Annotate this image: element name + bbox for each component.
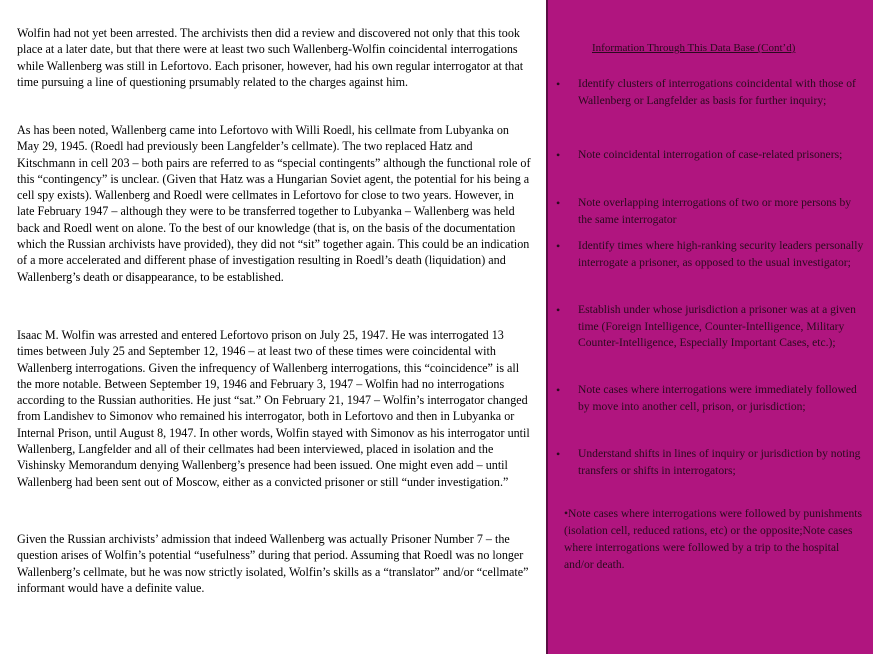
bullet-icon: • [556,383,561,397]
bullet-icon: • [556,239,561,253]
paragraph-prisoner-number-7: Given the Russian archivists’ admission that indeed Wallenberg was actually Prisoner Number 7 – the question arises of Wolfin’s potential “usefulness” during that period. Assuming that Roedl was no longer Wallenberg’s cellmate, but he was now strictly isolated, Wolfin’s skills as a “translator” and/or “cellmate” informant would have a definite value. [17,532,529,595]
bullet-icon: • [556,148,561,162]
bullet-text: Note overlapping interrogations of two or more persons by the same interrogator [578,196,852,226]
bullet-item [556,195,868,228]
paragraph-isaac-wolfin: Isaac M. Wolfin was arrested and entered Lefortovo prison on July 25, 1947. He was interrogated 13 times between July 25 and September 12, 1946 – at least two of these times were coincidental with Wallenberg interrogations. Given the infrequency of Wallenberg interrogations, this “coincidence” is all the more notable. Between September 19, 1946 and February 3, 1947 – Wolfin had no interrogations according to the Russian authorities. He just “sat.” On February 21, 1947 – Wolfin’s interrogator changed from Landishev to Simonov who remained his interrogator, both in Lefortovo and then in Lubyanka or Internal Prison, until August 8, 1947. In other words, Wolfin stayed with Simonov as his interrogator until Wallenberg, Langfelder and all of their cellmates had been interviewed, placed in isolation and the Vishinsky Memorandum denying Wallenberg’s presence had been issued. One might even add – until Wallenberg had been sent out of Moscow, either as a convicted prisoner or still “under investigation.” [17,328,530,489]
panel-note: •Note cases where interrogations were followed by punishments (isolation cell, reduced rations, etc) or the opposite;Note cases where interrogations were followed by a trip to the hospital and/or death. [564,507,863,571]
bullet-item [556,302,868,352]
bullet-text: Understand shifts in lines of inquiry or jurisdiction by noting transfers or shifts in interrogators; [578,447,861,477]
bullet-text: Note cases where interrogations were immediately followed by move into another cell, prison, or jurisdiction; [578,383,857,413]
bullet-icon: • [556,303,561,317]
panel-title: Information Through This Data Base (Cont’d) [592,42,796,54]
bullet-item [556,147,868,164]
paragraph-wolfin-arrest: Wolfin had not yet been arrested. The archivists then did a review and discovered not only that this took place at a later date, but that there were at least two such Wallenberg-Wolfin coincidental interrogations while Wallenberg was still in Lefortovo. Each prisoner, however, had his own regular interrogator at that time pursuing a line of questioning prsumably related to the charges against him. [17,26,524,89]
bullet-text: Note coincidental interrogation of case-related prisoners; [578,148,843,161]
bullet-text: Identify clusters of interrogations coincidental with those of Wallenberg or Langfelder as basis for further inquiry; [578,77,856,107]
paragraph-wallenberg-roedl: As has been noted, Wallenberg came into Lefortovo with Willi Roedl, his cellmate from Lubyanka on May 29, 1945. (Roedl had previously been Langfelder’s cellmate). The two replaced Hatz and Kitschmann in cell 203 – both pairs are referred to as “special contingents” although the functional role of this “contingency” is unclear. (Given that Hatz was a Hungarian Soviet agent, the potential for his being a cell spy exists). Wallenberg and Roedl were cellmates in Lefortovo for close to two years. However, in late February 1947 – although they were to be transferred together to Lubyanka – Wallenberg was held back and Roedl went on alone. To the best of our knowledge (that is, on the basis of the documentation which the Russian archivists have provided), they did not “sit” together again. This could be an indication of a more accelerated and different phase of investigation resulting in Roedl’s death (liquidation) and Wallenberg’s death or disappearance, to be established. [17,123,531,284]
bullet-icon: • [556,447,561,461]
bullet-icon: • [556,77,561,91]
bullet-item [556,446,868,479]
bullet-text: Identify times where high-ranking security leaders personally interrogate a prisoner, as opposed to the usual investigator; [578,239,864,269]
bullet-icon: • [556,196,561,210]
bullet-item [556,238,868,271]
bullet-item [556,76,868,109]
bullet-item [556,382,868,415]
bullet-text: Establish under whose jurisdiction a prisoner was at a given time (Foreign Intelligence, Counter-Intelligence, Military Counter-Intelligence, Especially Important Cases, etc.); [578,303,856,349]
right-info-panel [546,0,873,654]
